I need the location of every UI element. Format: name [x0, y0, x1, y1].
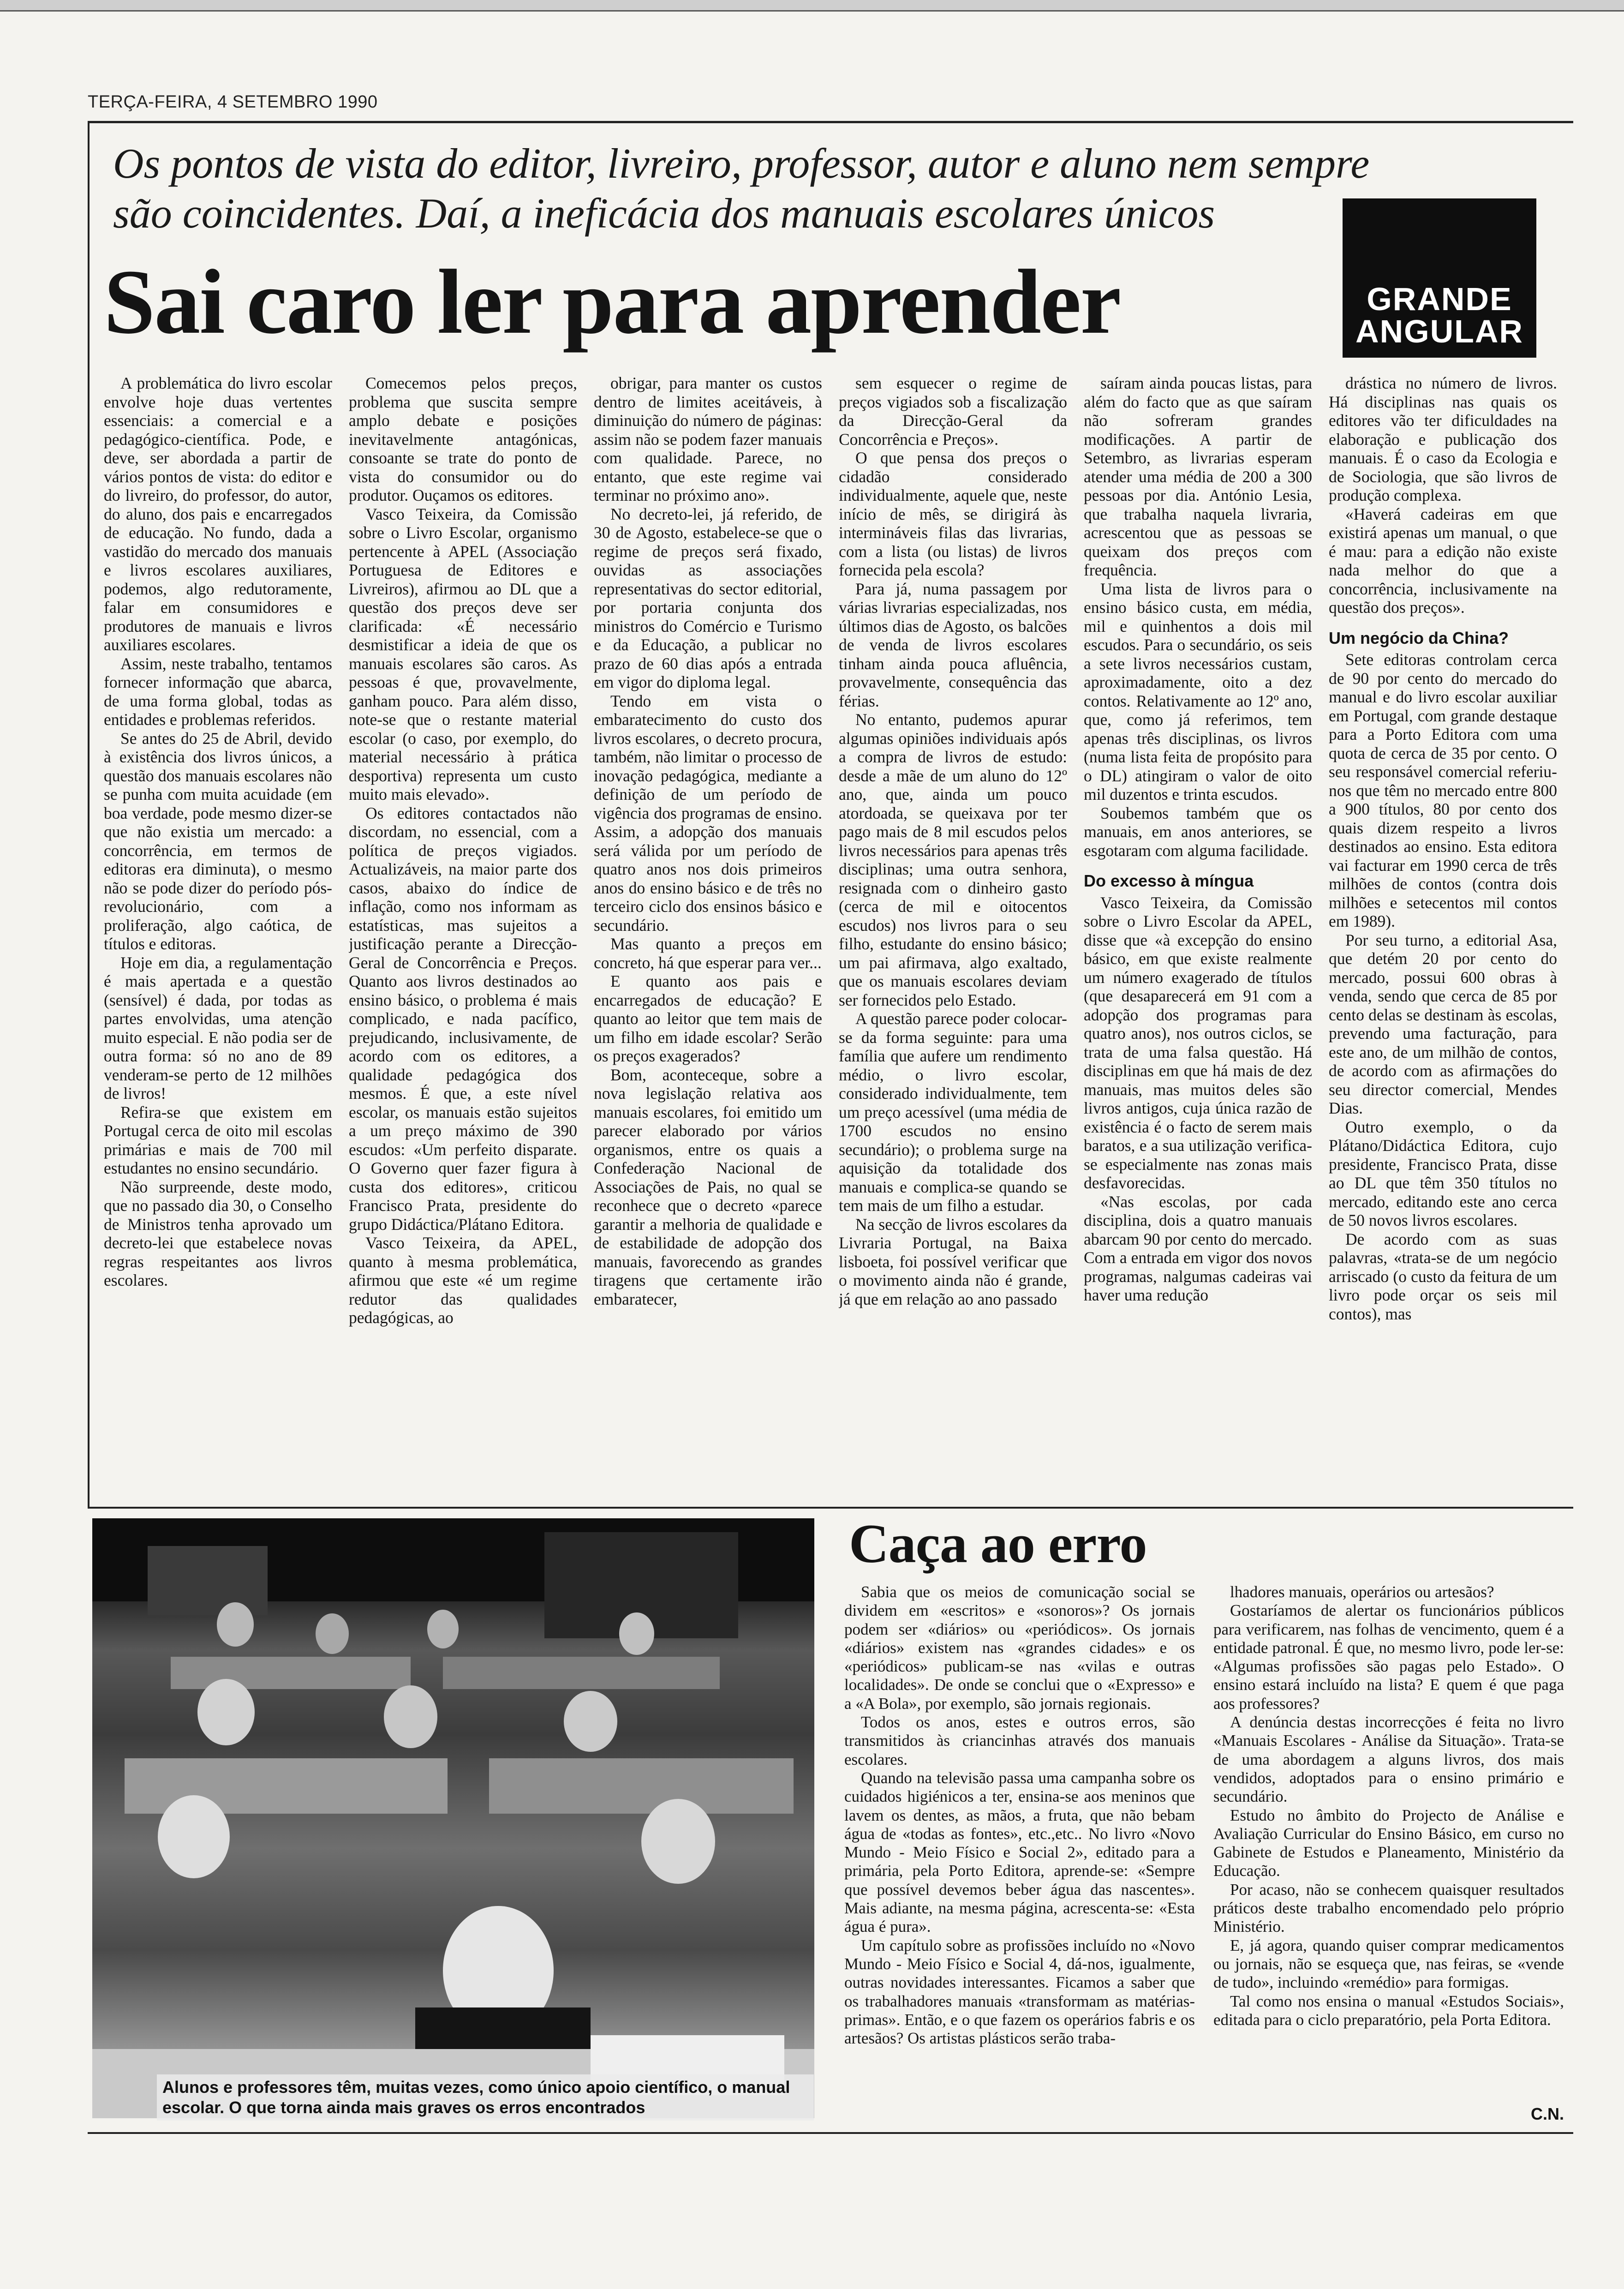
paragraph: Tendo em vista o embaratecimento do custo dos livros escolares, o decreto procura, também, não limitar o processo de inovação pedagógica, mediante a definição de um período de vigência dos programas de ensino. Assim, a adopção dos manuais será válida por um período de quatro anos nos dois primeiros anos do ensino básico e de três no terceiro ciclo dos ensinos básico e secundário.	[594, 691, 822, 935]
bottom-rule	[88, 2132, 1573, 2134]
article-column-2	[349, 374, 577, 1500]
subhead-negocio-china: Um negócio da China?	[1329, 628, 1509, 647]
paragraph: Outro exemplo, o da Plátano/Didáctica Editora, cujo presidente, Francisco Prata, disse ao DL que têm 350 títulos no mercado, editando este ano cerca de 50 novos livros escolares.	[1329, 1117, 1557, 1229]
article-column-1	[104, 374, 332, 1500]
paragraph: Gostaríamos de alertar os funcionários públicos para verificarem, nas folhas de vencimento, quem é a entidade patronal. É que, no mesmo livro, pode ler-se: «Algumas profissões são pagas pelo Estado». O ensino estará incluído na lista? E quem é que paga aos professores?	[1213, 1601, 1564, 1713]
paragraph: De acordo com as suas palavras, «trata-se de um negócio arriscado (o custo da feitura de um livro pode orçar os seis mil contos), mas	[1329, 1229, 1557, 1323]
paragraph: Estudo no âmbito do Projecto de Análise e Avaliação Curricular do Ensino Básico, em curso no Gabinete de Estudos e Planeamento, Ministério da Educação.	[1213, 1806, 1564, 1880]
paragraph: Sete editoras controlam cerca de 90 por cento do mercado do manual e do livro escolar auxiliar em Portugal, com grande destaque para a Porto Editora com uma quota de cerca de 35 por cento. O seu responsável comercial referiu-nos que têm no mercado entre 800 a 900 títulos, 80 por cento dos quais dizem respeito a livros destinados ao ensino. Esta editora vai facturar em 1990 cerca de três milhões de contos (contra dois milhões e setecentos mil contos em 1989).	[1329, 650, 1557, 930]
paragraph: A problemática do livro escolar envolve hoje duas vertentes essenciais: a comercial e a pedagógico-científica. Pode, e deve, ser abordada a partir de vários pontos de vista: do editor e do livreiro, do professor, do autor, do aluno, dos pais e encarregados de educação. No fundo, dada a vastidão do mercado dos manuais e livros escolares auxiliares, podemos, algo redutoramente, falar em consumidores e produtores de manuais e livros auxiliares escolares.	[104, 374, 332, 654]
paragraph: Uma lista de livros para o ensino básico custa, em média, mil e quinhentos a dois mil escudos. Para o secundário, os seis a sete livros necessários custam, aproximadamente, oito a dez contos. Relativamente ao 12º ano, que, como já referimos, tem apenas três disciplinas, os livros (numa lista feita de propósito para o DL) atingiram o valor de oito mil duzentos e trinta escudos.	[1084, 579, 1312, 803]
top-rule	[88, 121, 1573, 123]
paragraph: Refira-se que existem em Portugal cerca de oito mil escolas primárias e mais de 700 mil estudantes no ensino secundário.	[104, 1103, 332, 1177]
paragraph: Tal como nos ensina o manual «Estudos Sociais», editada para o ciclo preparatório, pela Porta Editora.	[1213, 1992, 1564, 2029]
author-signature: C.N.	[1531, 2104, 1564, 2123]
paragraph: Vasco Teixeira, da APEL, quanto à mesma problemática, afirmou que este «é um regime redutor das qualidades pedagógicas, ao	[349, 1234, 577, 1327]
paragraph: «Nas escolas, por cada disciplina, dois a quatro manuais abarcam 90 por cento do mercado. Com a entrada em vigor dos novos programas, nalgumas cadeiras vai haver uma redução	[1084, 1192, 1312, 1304]
paragraph: Sabia que os meios de comunicação social se dividem em «escritos» e «sonoros»? Os jornais podem ser «diários» ou «periódicos». Os jornais «diários» existem nas «grandes cidades» e os «periódicos» publicam-se nas «vilas e outras localidades». De onde se conclui que o «Expresso» e a «A Bola», por exemplo, são jornais regionais.	[844, 1583, 1195, 1713]
paragraph: obrigar, para manter os custos dentro de limites aceitáveis, à diminuição do número de páginas: assim não se podem fazer manuais com qualidade. Parece, no entanto, que este regime vai terminar no próximo ano».	[594, 374, 822, 504]
paragraph: No decreto-lei, já referido, de 30 de Agosto, estabelece-se que o regime de preços será fixado, ouvidas as associações representativas do sector editorial, por portaria conjunta dos ministros do Comércio e Turismo e da Educação, a publicar no prazo de 60 dias após a entrada em vigor do diploma legal.	[594, 504, 822, 691]
sidebar-column-1	[844, 1583, 1195, 2118]
paragraph: E, já agora, quando quiser comprar medicamentos ou jornais, não se esqueça que, nas feiras, se «vende de tudo», incluindo «remédio» para formigas.	[1213, 1936, 1564, 1992]
paragraph: Um capítulo sobre as profissões incluído no «Novo Mundo - Meio Físico e Social 4, dá-nos, igualmente, outras novidades interessantes. Ficamos a saber que os trabalhadores manuais «transformam as matérias-primas». Então, e o que fazem os operários fabris e os artesãos? Os artistas plásticos serão traba-	[844, 1936, 1195, 2048]
page-scan-edge	[0, 0, 1624, 12]
paragraph: Na secção de livros escolares da Livraria Portugal, na Baixa lisboeta, foi possível verificar que o movimento ainda não é grande, já que em relação ao ano passado	[839, 1215, 1067, 1308]
paragraph: saíram ainda poucas listas, para além do facto que as que saíram não sofreram grandes modificações. A partir de Setembro, as livrarias esperam atender uma média de 200 a 300 pessoas por dia. António Lesia, que trabalha naquela livraria, acrescentou que as pessoas se queixam dos preços com frequência.	[1084, 374, 1312, 579]
paragraph: drástica no número de livros. Há disciplinas nas quais os editores vão ter dificuldades na elaboração e publicação dos manuais. É o caso da Ecologia e de Sociologia, que são livros de produção complexa.	[1329, 374, 1557, 504]
paragraph: Vasco Teixeira, da Comissão sobre o Livro Escolar, organismo pertencente à APEL (Associação Portuguesa de Editores e Livreiros), afirmou ao DL que a questão dos preços deve ser clarificada: «É necessário desmistificar a ideia de que os manuais escolares são caros. As pessoas é que, provavelmente, ganham pouco. Para além disso, note-se que o restante material escolar (o caso, por exemplo, do material necessário à prática desportiva) representa um custo muito mais elevado».	[349, 504, 577, 803]
paragraph: Soubemos também que os manuais, em anos anteriores, se esgotaram com alguma facilidade.	[1084, 803, 1312, 860]
section-badge	[1343, 198, 1536, 358]
paragraph: No entanto, pudemos apurar algumas opiniões individuais após a compra de livros de estudo: desde a mãe de um aluno do 12º ano, que, ainda um pouco atordoada, se queixava por ter pago mais de 8 mil escudos pelos livros necessários para apenas três disciplinas; uma outra senhora, resignada com o dinheiro gasto (cerca de mil e oitocentos escudos) nos livros para o seu filho, estudante do ensino básico; um pai afirmava, algo exaltado, que os manuais escolares deviam ser fornecidos pelo Estado.	[839, 710, 1067, 1009]
paragraph: Bom, aconteceque, sobre a nova legislação relativa aos manuais escolares, foi emitido um parecer elaborado por vários organismos, entre os quais a Confederação Nacional de Associações de Pais, no qual se reconhece que o decreto «parece garantir a melhoria de qualidade e de estabilidade de adopção dos manuais, favorecendo as grandes tiragens que certamente irão embaratecer,	[594, 1065, 822, 1308]
paragraph: «Haverá cadeiras em que existirá apenas um manual, o que é mau: para a edição não existe nada melhor do que a concorrência, inclusivamente na questão dos preços».	[1329, 504, 1557, 617]
deck	[113, 138, 1534, 238]
subhead-do-excesso: Do excesso à míngua	[1084, 871, 1254, 890]
article-column-3	[594, 374, 822, 1500]
sidebar-columns	[844, 1583, 1564, 2118]
paragraph: Comecemos pelos preços, problema que suscita sempre amplo debate e posições inevitavelmente antagónicas, consoante se trate do ponto de vista do consumidor ou do produtor. Ouçamos os editores.	[349, 374, 577, 504]
paragraph: Hoje em dia, a regulamentação é mais apertada e a questão (sensível) é dada, por todas as partes envolvidas, uma atenção muito especial. E não podia ser de outra forma: só no ano de 89 venderam-se perto de 12 milhões de livros!	[104, 953, 332, 1103]
dateline: TERÇA-FEIRA, 4 SETEMBRO 1990	[88, 92, 378, 112]
left-rule	[88, 121, 90, 1508]
sidebar-column-2	[1213, 1583, 1564, 2118]
paragraph: lhadores manuais, operários ou artesãos?	[1230, 1583, 1494, 1601]
badge-line-1: GRANDE	[1367, 281, 1512, 317]
classroom-photo	[92, 1518, 814, 2118]
deck-line-1: Os pontos de vista do editor, livreiro, professor, autor e aluno nem sempre	[113, 140, 1370, 187]
paragraph: Se antes do 25 de Abril, devido à existência dos livros únicos, a questão dos manuais escolares não se punha com muita acuidade (em boa verdade, pode mesmo dizer-se que não existia um mercado: a concorrência, em termos de editoras era diminuta), o mesmo não se pode dizer do período pós-revolucionário, com a proliferação, algo caótica, de títulos e editoras.	[104, 729, 332, 953]
paragraph: A denúncia destas incorrecções é feita no livro «Manuais Escolares - Análise da Situação». Trata-se de uma abordagem a alguns livros, dos mais vendidos, adoptados para o ensino primário e secundário.	[1213, 1713, 1564, 1806]
paragraph: A questão parece poder colocar-se da forma seguinte: para uma família que aufere um rendimento médio, o livro escolar, considerado individualmente, tem um preço acessível (uma média de 1700 escudos no ensino secundário); o problema surge na aquisição da totalidade dos manuais e complica-se quando se tem mais de um filho a estudar.	[839, 1009, 1067, 1215]
paragraph: Por acaso, não se conhecem quaisquer resultados práticos deste trabalho encomendado pelo próprio Ministério.	[1213, 1880, 1564, 1936]
paragraph: O que pensa dos preços o cidadão considerado individualmente, aquele que, neste início de mês, se dirigirá às intermináveis filas das livrarias, com a lista (ou listas) de livros fornecida pela escola?	[839, 449, 1067, 579]
badge-line-2: ANGULAR	[1355, 313, 1523, 349]
paragraph: E quanto aos pais e encarregados de educação? E quanto ao leitor que tem mais de um filho em idade escolar? Serão os preços exagerados?	[594, 972, 822, 1065]
paragraph: Mas quanto a preços em concreto, há que esperar para ver...	[594, 935, 822, 972]
article-column-6	[1329, 374, 1557, 1500]
deck-line-2: são coincidentes. Daí, a ineficácia dos manuais escolares únicos	[113, 190, 1215, 237]
photo-caption: Alunos e professores têm, muitas vezes, como único apoio científico, o manual escolar. O que torna ainda mais graves os erros encontrados	[157, 2074, 814, 2121]
paragraph: sem esquecer o regime de preços vigiados sob a fiscalização da Direcção-Geral da Concorrência e Preços».	[839, 374, 1067, 449]
paragraph: Os editores contactados não discordam, no essencial, com a política de preços vigiados. Actualizáveis, na maior parte dos casos, abaixo do índice de inflação, como nos informam as estatísticas, mas sujeitos a justificação perante a Direcção-Geral de Concorrência e Preços. Quanto aos livros destinados ao ensino básico, o problema é mais complicado, e nada pacífico, prejudicando, inclusivamente, de acordo com os editores, a qualidade pedagógica dos mesmos. É que, a este nível escolar, os manuais estão sujeitos a um preço máximo de 390 escudos: «Um perfeito disparate. O Governo quer fazer figura à custa dos editores», criticou Francisco Prata, presidente do grupo Didáctica/Plátano Editora.	[349, 803, 577, 1234]
paragraph: Vasco Teixeira, da Comissão sobre o Livro Escolar da APEL, disse que «à excepção do ensino básico, em que existe realmente um número exagerado de títulos (que desaparecerá em 91 com a adopção dos programas para quatro anos), nos outros ciclos, se trata de uma falsa questão. Há disciplinas em que há mais de dez manuais, mas muitos deles são livros antigos, cuja única razão de existência é o facto de serem mais baratos, e a sua utilização verifica-se especialmente nas zonas mais desfavorecidas.	[1084, 893, 1312, 1192]
paragraph: Não surpreende, deste modo, que no passado dia 30, o Conselho de Ministros tenha aprovado um decreto-lei que estabelece novas regras respeitantes aos livros escolares.	[104, 1177, 332, 1289]
classroom-photo-shapes	[92, 1518, 814, 2118]
article-columns	[104, 374, 1557, 1500]
paragraph: Para já, numa passagem por várias livrarias especializadas, nos últimos dias de Agosto, os balcões de venda de livros escolares tinham ainda pouca afluência, provavelmente, consequência das férias.	[839, 579, 1067, 710]
article-column-5	[1084, 374, 1312, 1500]
middle-rule	[88, 1507, 1573, 1509]
paragraph: Assim, neste trabalho, tentamos fornecer informação que abarca, de uma forma global, todas as entidades e problemas referidos.	[104, 654, 332, 729]
paragraph: Quando na televisão passa uma campanha sobre os cuidados higiénicos a ter, ensina-se aos meninos que lavem os dentes, as mãos, a fruta, que não bebam água de «todas as fontes», etc.,etc.. No livro «Novo Mundo - Meio Físico e Social 2», editado para a primária, pela Porto Editora, aprende-se: «Sempre que possível devemos beber água das nascentes». Mais adiante, na mesma página, acrescenta-se: «Esta água é pura».	[844, 1768, 1195, 1936]
article-column-4	[839, 374, 1067, 1500]
headline: Sai caro ler para aprender	[104, 251, 1121, 353]
paragraph: Por seu turno, a editorial Asa, que detém 20 por cento do mercado, possui 600 obras à venda, sendo que cerca de 85 por cento delas se destinam às escolas, prevendo uma facturação, para este ano, de um milhão de contos, de acordo com as afirmações do seu director comercial, Mendes Dias.	[1329, 930, 1557, 1117]
paragraph: Todos os anos, estes e outros erros, são transmitidos às criancinhas através dos manuais escolares.	[844, 1713, 1195, 1768]
sidebar-title: Caça ao erro	[849, 1513, 1147, 1574]
